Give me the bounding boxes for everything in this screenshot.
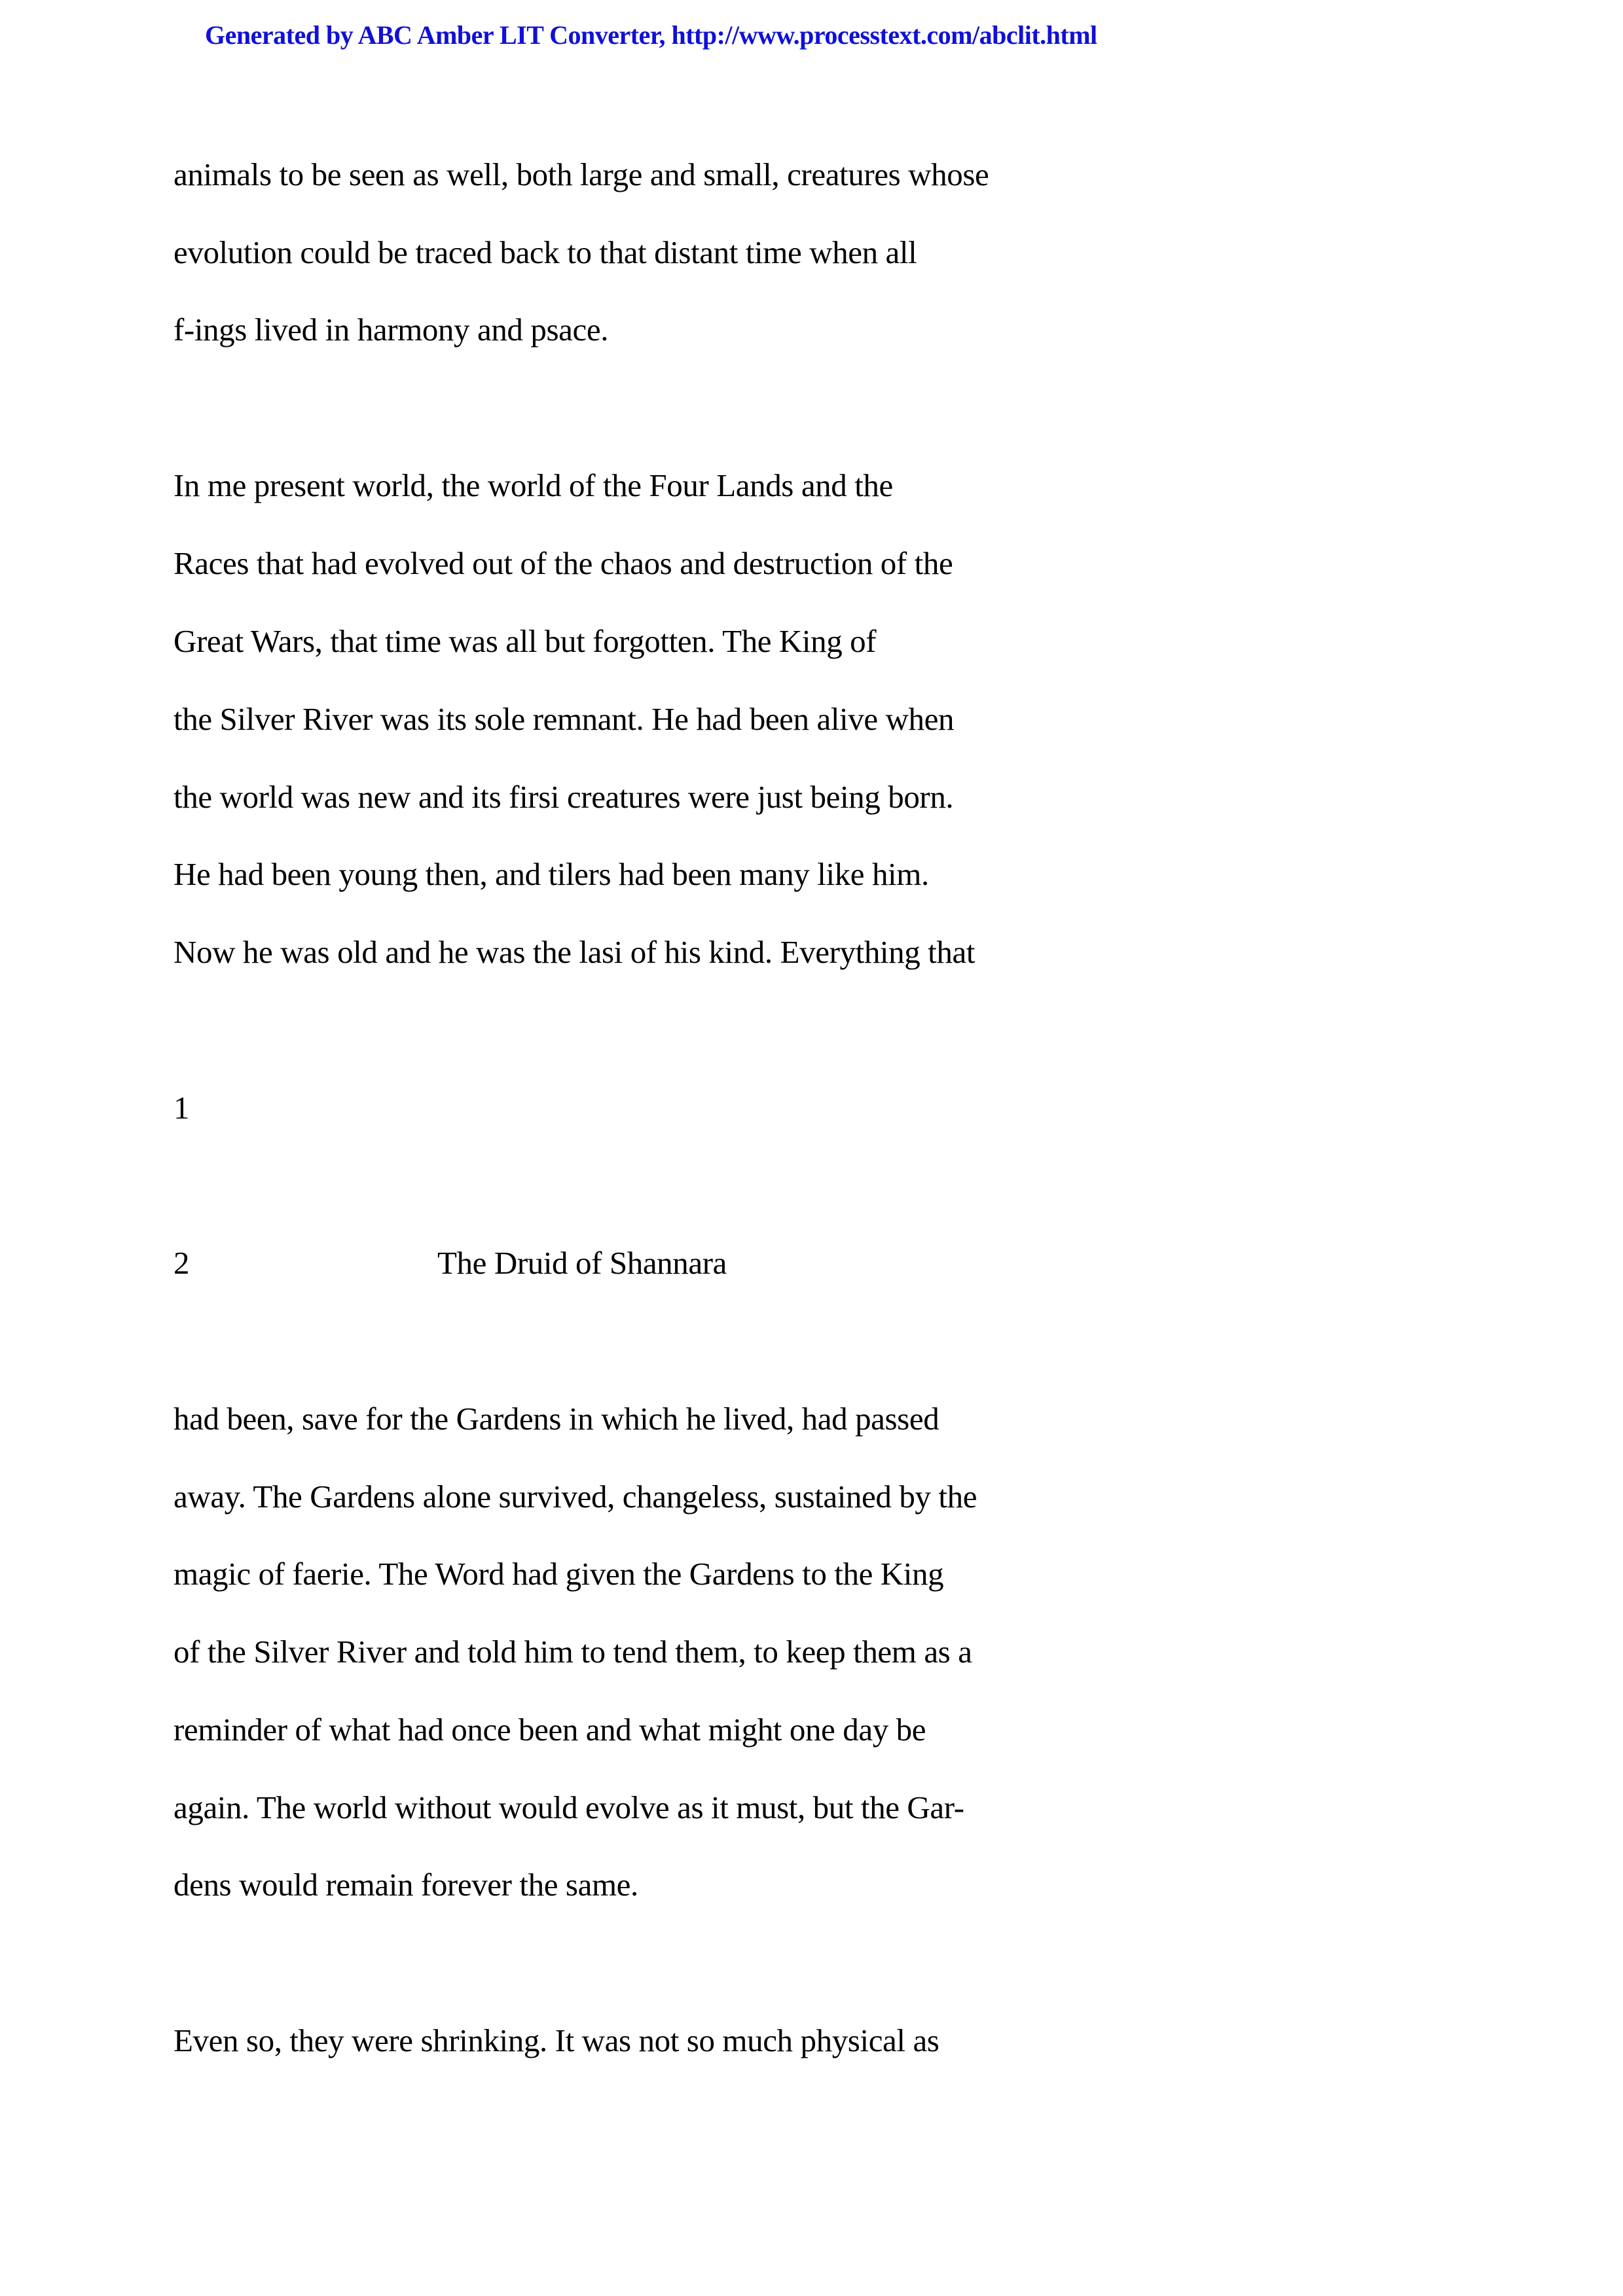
text-line: magic of faerie. The Word had given the Gardens to the King — [173, 1556, 944, 1592]
page-number: 1 — [173, 1090, 190, 1126]
text-line: reminder of what had once been and what might one day be — [173, 1712, 926, 1748]
converter-banner: Generated by ABC Amber LIT Converter, http://www.processtext.com/abclit.html — [205, 20, 1097, 50]
text-line: the Silver River was its sole remnant. He had been alive when — [173, 701, 955, 737]
text-line: of the Silver River and told him to tend them, to keep them as a — [173, 1634, 972, 1670]
text-line: Great Wars, that time was all but forgotten. The King of — [173, 623, 877, 659]
text-line: f-ings lived in harmony and psace. — [173, 312, 609, 348]
text-line: Races that had evolved out of the chaos and destruction of the — [173, 545, 953, 581]
text-line: In me present world, the world of the Four Lands and the — [173, 467, 893, 503]
text-line: again. The world without would evolve as it must, but the Gar- — [173, 1789, 964, 1825]
text-line: animals to be seen as well, both large and small, creatures whose — [173, 156, 989, 192]
text-line: away. The Gardens alone survived, changeless, sustained by the — [173, 1479, 977, 1515]
text-line: evolution could be traced back to that distant time when all — [173, 234, 917, 270]
text-line: had been, save for the Gardens in which he lived, had passed — [173, 1401, 939, 1437]
text-line: dens would remain forever the same. — [173, 1867, 638, 1903]
text-line: Even so, they were shrinking. It was not so much physical as — [173, 2022, 939, 2058]
text-line: He had been young then, and tilers had been many like him. — [173, 856, 929, 892]
text-line: the world was new and its firsi creatures were just being born. — [173, 779, 954, 815]
page-number: 2 — [173, 1245, 190, 1281]
running-title: The Druid of Shannara — [437, 1245, 727, 1281]
text-line: Now he was old and he was the lasi of his kind. Everything that — [173, 934, 976, 970]
